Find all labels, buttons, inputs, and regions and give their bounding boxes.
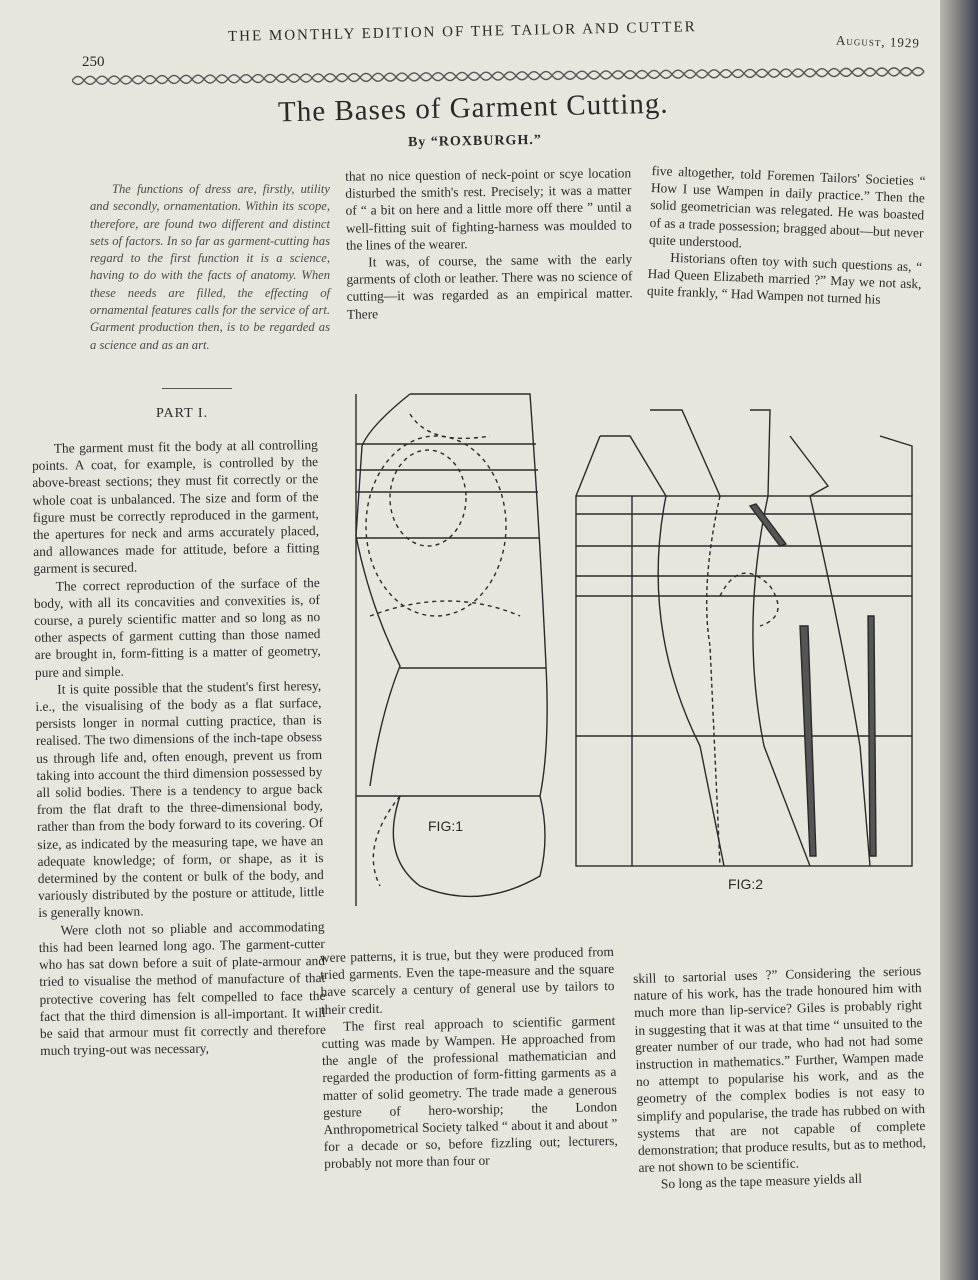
column-1 [32,436,327,1059]
paragraph: five altogether, told Foremen Tailors' Societies “ How I use Wampen in daily practice.” Then the solid geometrician was relegated. He was boasted of as a trade possession; bragged about—but never quite understood. [648,162,926,251]
paragraph: It was, of course, the same with the early garments of cloth or leather. There was no science of cutting—it was regarded as an empirical matter. There [346,251,633,322]
figure-1-label: FIG:1 [428,818,464,834]
figure-2-diagram [576,410,912,866]
section-divider [162,388,232,389]
article-title: The Bases of Garment Cutting. [277,87,669,129]
page-edge [940,0,978,1280]
column-2-top [345,164,633,322]
publication-title: THE MONTHLY EDITION OF THE TAILOR AND CUTTER [227,19,697,45]
column-3-top [647,162,926,310]
column-3-bottom [633,962,927,1194]
paragraph: Were cloth not so pliable and accommodating this had been learned long ago. The garment-cutter who has sat down before a suit of plate-armour and tried to visualise the method of manufacture of that protective covering has felt compelled to face the fact that the third dimension is all-important. It will be said that armour must fit correctly and therefore much trying-out was necessary, [38,918,327,1059]
article-intro [90,181,330,354]
paragraph: that no nice question of neck-point or scye location disturbed the smith's rest. Precisely; it was a matter of “ a bit on here and a little more off there ” until a well-fitting suit of fighting-harness was moulded to the lines of the wearer. [345,165,632,253]
paragraph: The first real approach to scientific garment cutting was made by Wampen. He approached from the angle of the professional mathematician and regarded the production of form-fitting garments as a matter of solid geometry. The trade made a generous gesture of hero-worship; the London Anthropometrical Society talked “ about it and about ” for a decade or so, before fizzling out; lecturers, probably not more than four or [321,1012,618,1172]
paragraph: skill to sartorial uses ?” Considering the serious nature of his work, has the trade honoured him with much more than lip-service? Giles is probably right in suggesting that it was at that time “ unsuited to the greater number of our trade, who had not had some instruction in mathematics.” Further, Wampen made no attempt to popularise his work, and as the geometry of the complex bodies is not easy to simplify and popularise, the trade has rubbed on with systems that are not capable of complete demonstration; that produce results, but as to method, are not shown to be scientific. [632,963,927,1176]
paragraph: So long as the tape measure yields all [660,1171,863,1192]
paragraph: were patterns, it is true, but they were produced from tried garments. Even the tape-measure and the square have scarcely a century of general use by tailors to their credit. [319,943,615,1017]
paragraph: The garment must fit the body at all controlling points. A coat, for example, is controlled by the above-breast sections; they must fit correctly or the whole coat is unbalanced. The size and form of the figure must be correctly reproduced in the garment, the apertures for neck and arms accurately placed, and allowances made for attitude, before a fitting garment is secured. [31,437,320,577]
ornamental-rule [72,58,930,93]
pattern-diagrams [340,386,920,916]
part-heading: PART I. [156,406,209,421]
paragraph: It is quite possible that the student's first heresy, i.e., the visualising of the body as a flat surface, persists longer in normal cutting practice, than is realised. The two dimensions of the inch-tape obsess us through life and, often enough, prevent us from taking into account the third dimension possessed by all solid bodies. There is a tendency to argue back from the flat draft to the three-dimensional body, rather than from the body forward to its covering. Of size, as indicated by the measuring tape, we have an adequate knowledge; of form, or shape, as it is determined by the content or bulk of the body, and variously distributed by the posture or attitude, little is generally known. [35,677,325,921]
issue-date: August, 1929 [835,32,921,51]
article-byline: By “ROXBURGH.” [407,132,542,151]
intro-paragraph: The functions of dress are, firstly, utility and secondly, ornamentation. Within its scope, therefore, are found two different and distinct sets of factors. In so far as garment-cutting has regard to the first function it is a science, having to do with the facts of anatomy. When these needs are filled, the effecting of ornamental features calls for the service of art. Garment production then, is to be regarded as a science and as an art. [90,182,330,352]
page-number: 250 [82,54,105,70]
paragraph: Historians often toy with such questions as, “ Had Queen Elizabeth married ?” May we not ask, quite frankly, “ Had Wampen not turned his [646,249,923,308]
column-2-bottom [320,943,619,1173]
paragraph: The correct reproduction of the surface of the body, with all its concavities and convexities is, of course, a purely scientific matter and so long as no other aspects of garment cutting than those named are brought in, form-fitting is a matter of geometry, pure and simple. [33,574,321,680]
figure-2-label: FIG:2 [728,876,764,892]
